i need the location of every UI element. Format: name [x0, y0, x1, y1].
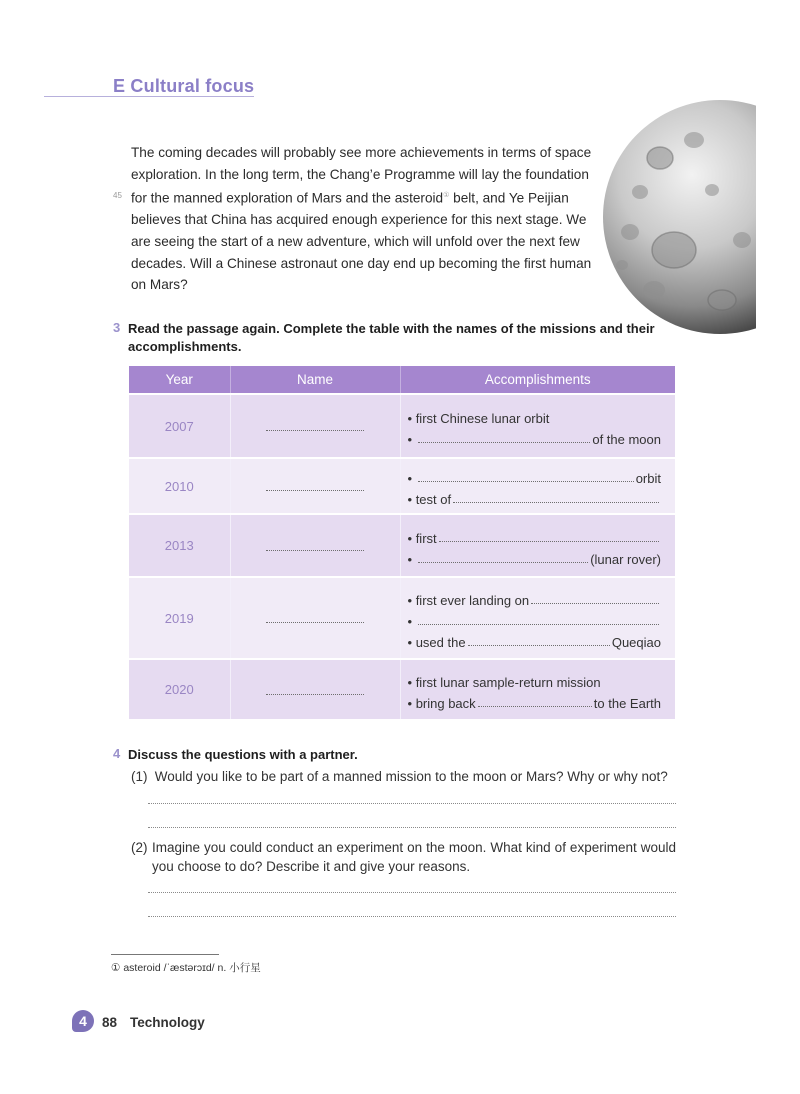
- accomplishment-text: first Chinese lunar orbit: [415, 411, 550, 426]
- year-cell: 2013: [129, 514, 230, 577]
- question-2: [131, 838, 676, 876]
- unit-badge: 4: [72, 1010, 94, 1032]
- bullet: •: [407, 674, 413, 690]
- accomplishment-text: test of: [415, 492, 452, 507]
- year-cell: 2007: [129, 394, 230, 458]
- bullet: •: [407, 471, 413, 486]
- name-blank[interactable]: [266, 610, 364, 623]
- accomplishment-text: of the moon: [592, 432, 661, 447]
- answer-blank[interactable]: [439, 541, 659, 542]
- missions-table: [129, 366, 675, 719]
- section-title: Cultural focus: [130, 76, 255, 96]
- bullet: •: [407, 695, 413, 711]
- exercise-3-instruction: Read the passage again. Complete the table with the names of the missions and their accomplishments.: [128, 321, 655, 354]
- table-row: [129, 458, 675, 514]
- accomplishments-cell: [400, 394, 675, 458]
- name-blank[interactable]: [266, 418, 364, 431]
- answer-blank[interactable]: [468, 645, 610, 646]
- bullet: •: [407, 411, 413, 426]
- year-cell: 2020: [129, 659, 230, 719]
- answer-blank[interactable]: [478, 706, 592, 707]
- bullet: •: [407, 551, 413, 567]
- page-section-name: Technology: [130, 1015, 205, 1030]
- answer-line[interactable]: [148, 827, 676, 828]
- accomplishment-line: [408, 669, 662, 690]
- answer-blank[interactable]: [418, 562, 589, 563]
- footnote-rule: [111, 954, 219, 955]
- accomplishment-line: [408, 426, 662, 447]
- heading-rule: [44, 96, 254, 97]
- answer-blank[interactable]: [531, 603, 659, 604]
- accomplishment-text: Queqiao: [611, 634, 661, 650]
- exercise-4-number: 4: [113, 746, 121, 761]
- year-cell: 2010: [129, 458, 230, 514]
- accomplishment-text: first: [415, 530, 437, 546]
- name-cell: [230, 577, 400, 659]
- header-name: Name: [230, 366, 400, 394]
- accomplishment-text: first lunar sample-return mission: [415, 674, 601, 690]
- name-blank[interactable]: [266, 682, 364, 695]
- table-row: [129, 394, 675, 458]
- table-row: [129, 659, 675, 719]
- accomplishment-text: to the Earth: [593, 695, 661, 711]
- question-label: (2): [131, 840, 148, 855]
- name-cell: [230, 458, 400, 514]
- accomplishments-cell: [400, 659, 675, 719]
- answer-blank[interactable]: [453, 502, 659, 503]
- accomplishments-cell: [400, 514, 675, 577]
- passage: [131, 142, 601, 296]
- accomplishment-line: [408, 690, 662, 711]
- accomplishment-line: [408, 608, 662, 629]
- accomplishment-line: [408, 629, 662, 650]
- accomplishments-cell: [400, 458, 675, 514]
- accomplishment-line: [408, 525, 662, 546]
- bullet: •: [407, 492, 413, 507]
- passage-paragraph: [131, 142, 601, 296]
- answer-line[interactable]: [148, 803, 676, 804]
- passage-text-part-2: belt, and Ye Peijian believes that China has acquired enough experience for this next stage. We are seeing the start of a new adventure, which will unfold over the next few decades. Will a Chinese astronaut one day end up becoming the first human on Mars?: [131, 190, 592, 293]
- bullet: •: [407, 432, 413, 447]
- answer-blank[interactable]: [418, 442, 591, 443]
- accomplishment-text: orbit: [635, 471, 661, 486]
- footnote: ① asteroid /ˈæstərɔɪd/ n. 小行星: [111, 962, 261, 974]
- table-row: [129, 514, 675, 577]
- footnote-marker: ①: [443, 192, 450, 200]
- bullet: •: [407, 613, 413, 629]
- header-year: Year: [129, 366, 230, 394]
- accomplishment-line: [408, 546, 662, 567]
- answer-blank[interactable]: [418, 624, 659, 625]
- line-number: 45: [113, 191, 122, 200]
- accomplishments-cell: [400, 577, 675, 659]
- accomplishment-line: [408, 587, 662, 608]
- bullet: •: [407, 592, 413, 608]
- accomplishment-text: used the: [415, 634, 466, 650]
- header-accomplishments: Accomplishments: [400, 366, 675, 394]
- year-cell: 2019: [129, 577, 230, 659]
- moon-image: [602, 100, 772, 335]
- question-1: [131, 767, 676, 786]
- passage-text-part-1: The coming decades will probably see more achievements in terms of space exploration. In the long term, the Chang’e Programme will lay the foundation for the manned exploration of Mars and the asteroid: [131, 145, 592, 206]
- accomplishment-line: [408, 486, 662, 507]
- answer-line[interactable]: [148, 916, 676, 917]
- name-cell: [230, 394, 400, 458]
- question-text: Imagine you could conduct an experiment on the moon. What kind of experiment would you choose to do? Describe it and give your reasons.: [152, 840, 676, 874]
- accomplishment-line: [408, 465, 662, 486]
- accomplishment-text: first ever landing on: [415, 592, 530, 608]
- page-number: 88: [102, 1015, 118, 1030]
- answer-blank[interactable]: [418, 481, 634, 482]
- section-heading: [113, 76, 254, 97]
- exercise-4-instruction: Discuss the questions with a partner.: [128, 747, 358, 762]
- name-blank[interactable]: [266, 478, 364, 491]
- question-text: Would you like to be part of a manned mission to the moon or Mars? Why or why not?: [154, 769, 668, 784]
- name-cell: [230, 659, 400, 719]
- bullet: •: [407, 530, 413, 546]
- accomplishment-text: (lunar rover): [590, 551, 661, 567]
- table-header-row: [129, 366, 675, 394]
- accomplishment-text: bring back: [415, 695, 476, 711]
- question-2-row: [131, 838, 676, 876]
- answer-line[interactable]: [148, 892, 676, 893]
- accomplishment-line: [408, 405, 662, 426]
- section-letter: E: [113, 76, 126, 96]
- table-row: [129, 577, 675, 659]
- name-cell: [230, 514, 400, 577]
- exercise-3-number: 3: [113, 320, 121, 335]
- question-label: (1): [131, 769, 148, 784]
- bullet: •: [407, 634, 413, 650]
- name-blank[interactable]: [266, 538, 364, 551]
